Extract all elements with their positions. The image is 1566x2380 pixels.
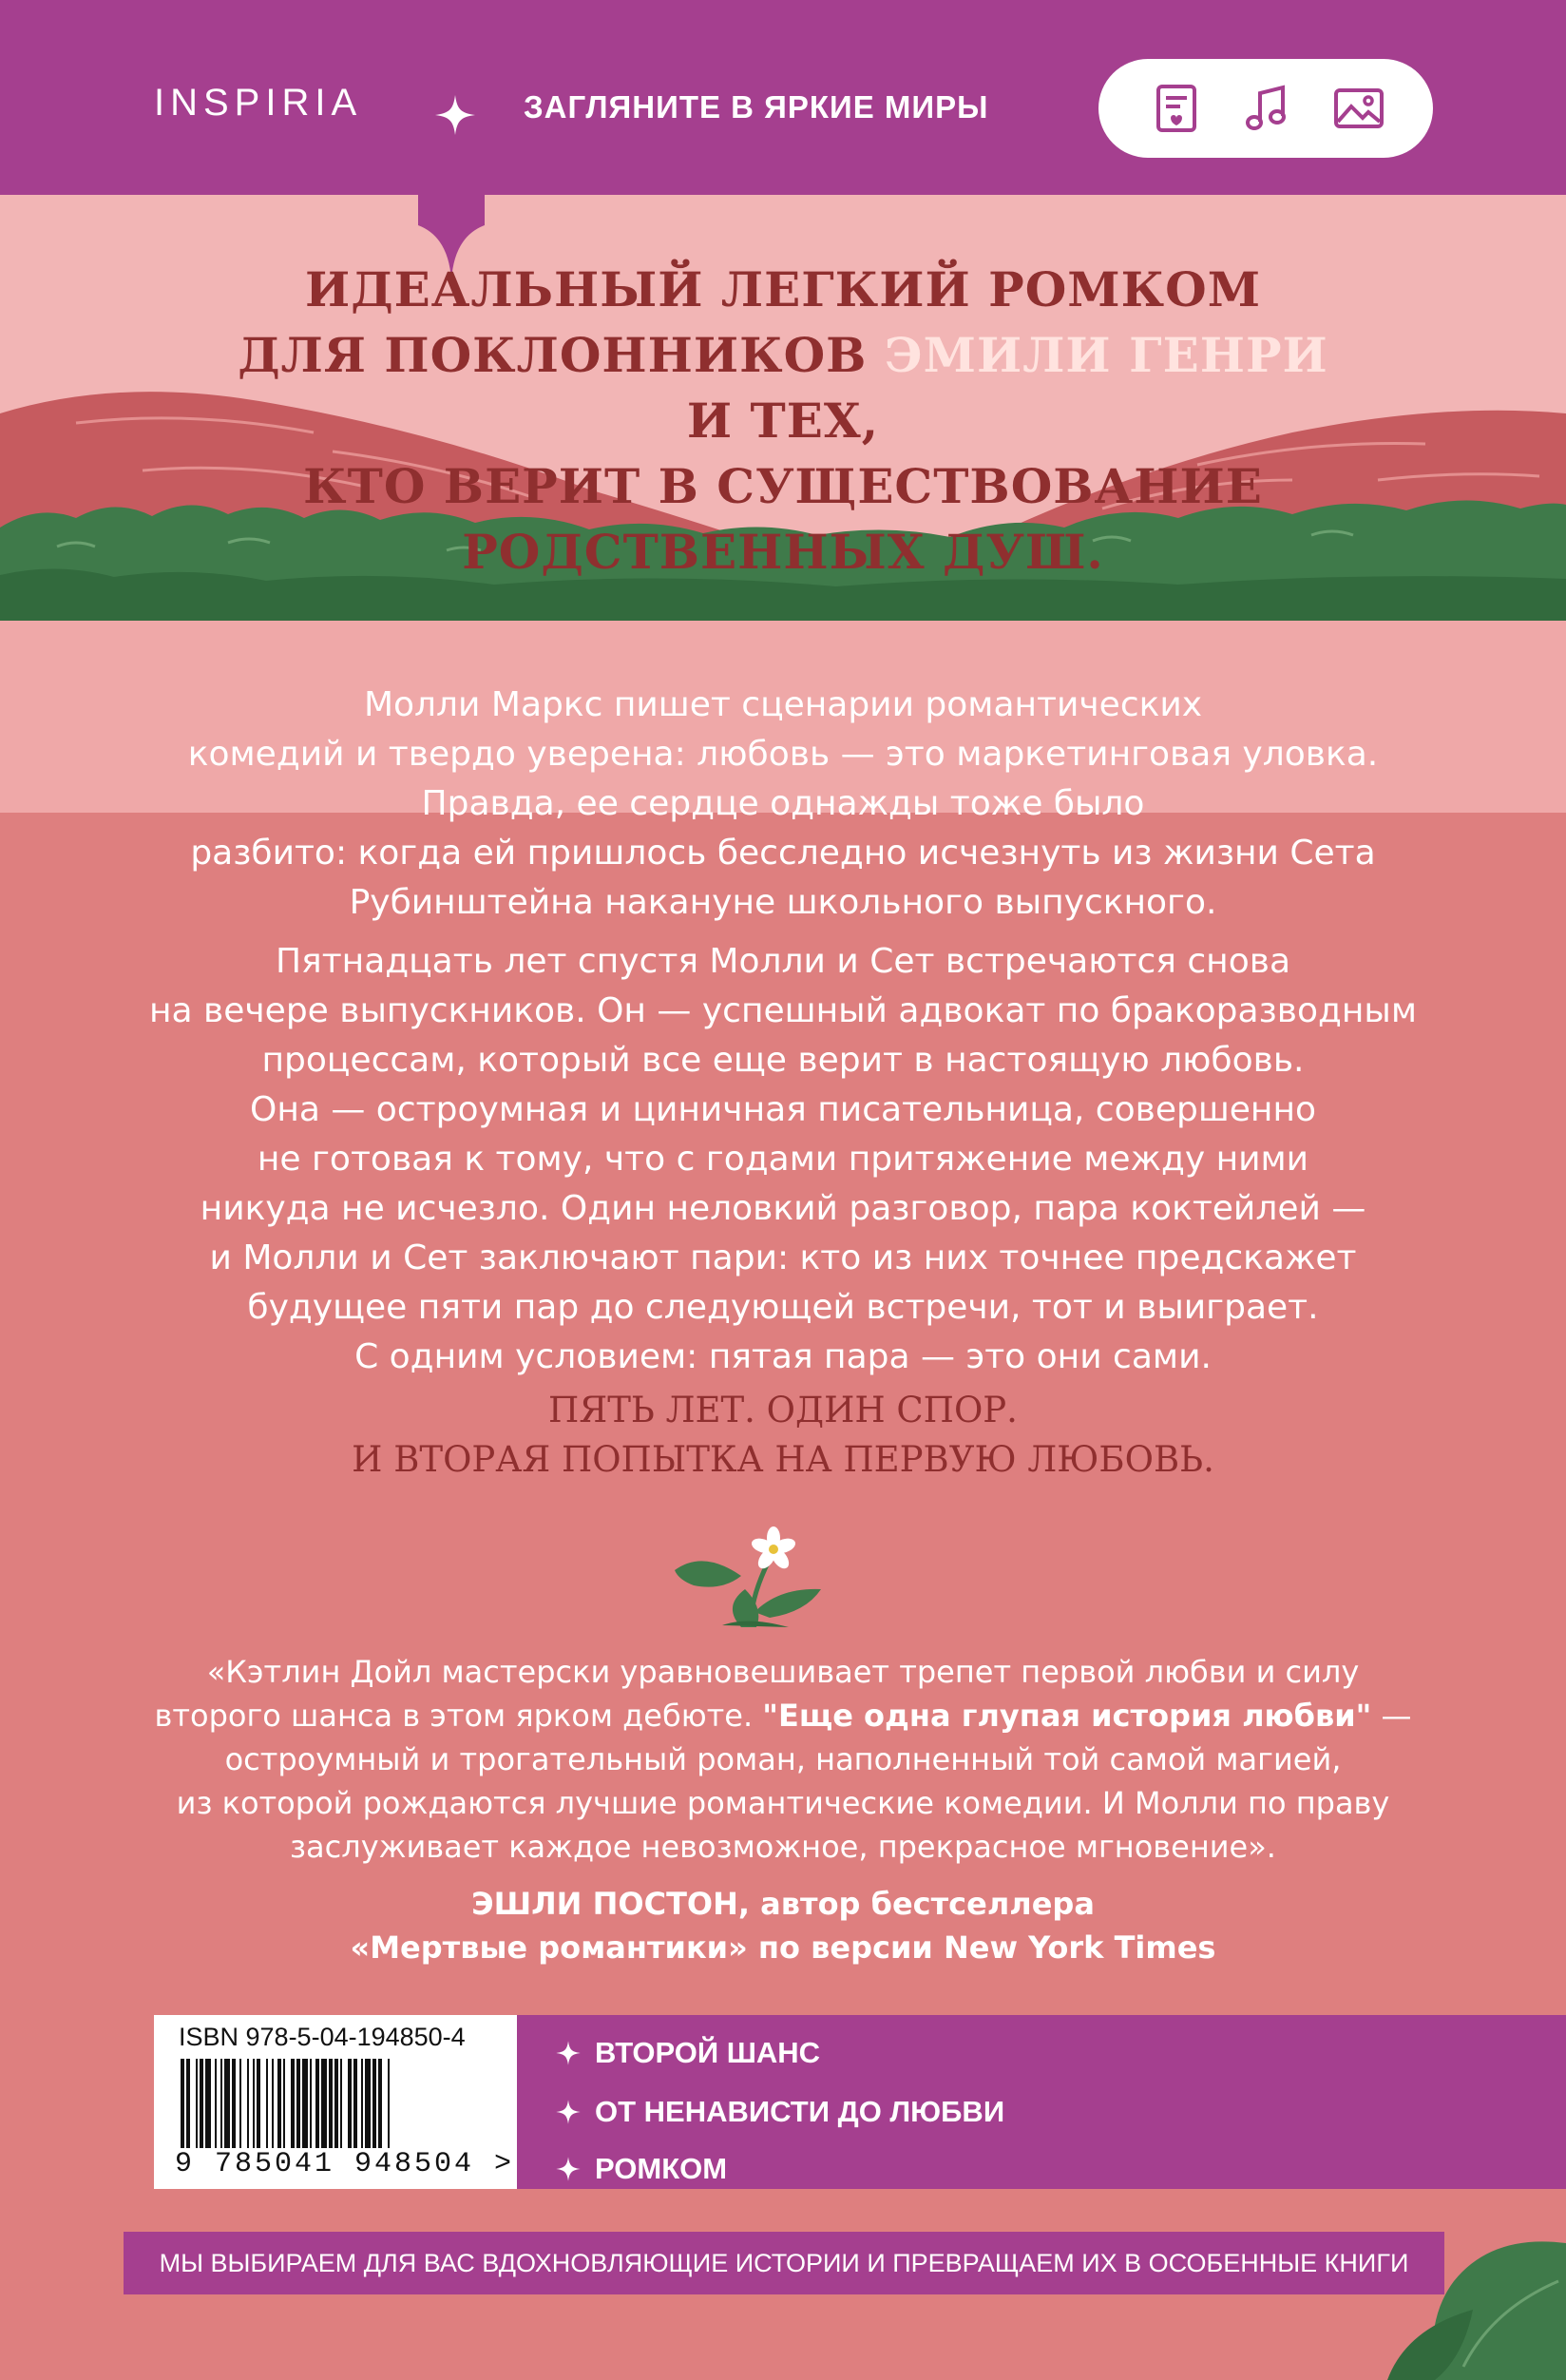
- slogan: [124, 1386, 1442, 1485]
- barcode-digits: 9 785041 948504 >: [175, 2148, 515, 2180]
- barcode-bar: [257, 2059, 260, 2148]
- text-line: остроумный и трогательный роман, наполненный той самой магией,: [224, 1741, 1342, 1777]
- barcode-bar: [340, 2059, 342, 2148]
- slogan-line-2: И ВТОРАЯ ПОПЫТКА НА ПЕРВУЮ ЛЮБОВЬ.: [352, 1439, 1214, 1480]
- attribution-line-1: ЭШЛИ ПОСТОН, автор бестселлера: [471, 1886, 1095, 1922]
- text-line: не готовая к тому, что с годами притяжение между ними: [257, 1140, 1309, 1179]
- barcode-box: [154, 2015, 517, 2189]
- synopsis-paragraph-2: [124, 937, 1442, 1382]
- barcode-graphic: [179, 2059, 492, 2148]
- flower-ornament: [665, 1521, 836, 1635]
- barcode-bar: [239, 2059, 241, 2148]
- barcode-bar: [181, 2059, 184, 2148]
- media-icons-pill: [1098, 59, 1433, 158]
- genre-tags-panel: [517, 2015, 1566, 2189]
- barcode-bar: [283, 2059, 285, 2148]
- text-line: «Кэтлин Дойл мастерски уравновешивает трепет первой любви и силу: [206, 1654, 1360, 1690]
- headline-line-2: ДЛЯ ПОКЛОННИКОВ ЭМИЛИ ГЕНРИ И ТЕХ,: [238, 327, 1328, 449]
- text-line: второго шанса в этом ярком дебюте. "Еще одна глупая история любви" —: [154, 1698, 1412, 1734]
- headline-line-1: ИДЕАЛЬНЫЙ ЛЕГКИЙ РОМКОМ: [304, 261, 1262, 317]
- text-line: на вечере выпускников. Он — успешный адвокат по бракоразводным: [149, 991, 1417, 1030]
- genre-tag: ВТОРОЙ ШАНС: [555, 2036, 820, 2070]
- barcode-bar: [361, 2059, 363, 2148]
- barcode-bar: [365, 2059, 371, 2148]
- sparkle-icon: [555, 2099, 582, 2125]
- barcode-bar: [334, 2059, 338, 2148]
- barcode-bar: [372, 2059, 376, 2148]
- text-line: Правда, ее сердце однажды тоже было: [421, 784, 1145, 823]
- barcode-bar: [247, 2059, 249, 2148]
- synopsis-paragraph-1: [124, 681, 1442, 928]
- headline: [213, 257, 1353, 585]
- reviewer-name: ЭШЛИ ПОСТОН: [471, 1886, 738, 1922]
- image-icon: [1332, 82, 1385, 135]
- barcode-bar: [224, 2059, 230, 2148]
- barcode-bar: [315, 2059, 319, 2148]
- barcode-bar: [205, 2059, 211, 2148]
- footer-bar: [124, 2232, 1444, 2294]
- barcode-bar: [272, 2059, 274, 2148]
- attribution-line-2: «Мертвые романтики» по версии New York Times: [350, 1929, 1216, 1966]
- barcode-bar: [196, 2059, 198, 2148]
- text-line: Пятнадцать лет спустя Молли и Сет встречаются снова: [275, 942, 1291, 981]
- headline-line-3: КТО ВЕРИТ В СУЩЕСТВОВАНИЕ: [303, 458, 1263, 514]
- barcode-bar: [253, 2059, 255, 2148]
- barcode-bar: [200, 2059, 203, 2148]
- text-line: заслуживает каждое невозможное, прекрасное мгновение».: [290, 1829, 1276, 1865]
- text-line: процессам, который все еще верит в настоящую любовь.: [261, 1041, 1305, 1080]
- ebook-icon: [1150, 82, 1203, 135]
- footer-text: МЫ ВЫБИРАЕМ ДЛЯ ВАС ВДОХНОВЛЯЮЩИЕ ИСТОРИИ И ПРЕВРАЩАЕМ ИХ В ОСОБЕННЫЕ КНИГИ: [159, 2249, 1409, 2277]
- text-line: комедий и твердо уверена: любовь — это маркетинговая уловка.: [187, 735, 1379, 774]
- barcode-bar: [310, 2059, 312, 2148]
- barcode-bar: [215, 2059, 217, 2148]
- headline-line-4: РОДСТВЕННЫХ ДУШ.: [462, 524, 1104, 580]
- barcode-bar: [353, 2059, 357, 2148]
- sparkle-icon: [555, 2156, 582, 2182]
- text-line: из которой рождаются лучшие романтические комедии. И Молли по праву: [176, 1785, 1390, 1821]
- book-title: "Еще одна глупая история любви": [762, 1698, 1372, 1734]
- tagline: ЗАГЛЯНИТЕ В ЯРКИЕ МИРЫ: [524, 89, 989, 125]
- text-line: С одним условием: пятая пара — это они сами.: [354, 1337, 1212, 1376]
- text-line: и Молли и Сет заключают пари: кто из них точнее предскажет: [209, 1238, 1357, 1277]
- text-line: будущее пяти пар до следующей встречи, тот и выиграет.: [247, 1288, 1319, 1327]
- genre-tag: РОМКОМ: [555, 2152, 727, 2186]
- text-line: никуда не исчезло. Один неловкий разговор, пара коктейлей —: [200, 1189, 1366, 1228]
- quote-attribution: [124, 1882, 1442, 1969]
- barcode-bar: [388, 2059, 390, 2148]
- barcode-bar: [378, 2059, 382, 2148]
- barcode-bar: [329, 2059, 333, 2148]
- barcode-bar: [291, 2059, 295, 2148]
- sparkle-icon: [555, 2040, 582, 2066]
- text-line: разбито: когда ей пришлось бесследно исчезнуть из жизни Сета: [190, 834, 1376, 873]
- text-line: Молли Маркс пишет сценарии романтических: [363, 685, 1203, 724]
- publisher-logo: INSPIRIA: [154, 82, 363, 124]
- barcode-bar: [302, 2059, 308, 2148]
- sparkle-icon: [433, 93, 477, 137]
- barcode-bar: [321, 2059, 327, 2148]
- barcode-bar: [296, 2059, 300, 2148]
- leaf-ornament: [1349, 2224, 1566, 2380]
- barcode-bar: [348, 2059, 352, 2148]
- isbn-text: ISBN 978-5-04-194850-4: [179, 2023, 466, 2051]
- barcode-bar: [266, 2059, 268, 2148]
- barcode-bar: [220, 2059, 222, 2148]
- slogan-line-1: ПЯТЬ ЛЕТ. ОДИН СПОР.: [548, 1390, 1018, 1430]
- review-quote: [124, 1650, 1442, 1869]
- barcode-bar: [277, 2059, 281, 2148]
- author-highlight: ЭМИЛИ ГЕНРИ: [884, 327, 1328, 383]
- text-line: Рубинштейна накануне школьного выпускного.: [349, 883, 1217, 922]
- genre-tag: ОТ НЕНАВИСТИ ДО ЛЮБВИ: [555, 2095, 1004, 2129]
- barcode-bar: [232, 2059, 236, 2148]
- music-note-icon: [1241, 82, 1294, 135]
- barcode-bar: [186, 2059, 190, 2148]
- text-line: Она — остроумная и циничная писательница, совершенно: [249, 1090, 1317, 1129]
